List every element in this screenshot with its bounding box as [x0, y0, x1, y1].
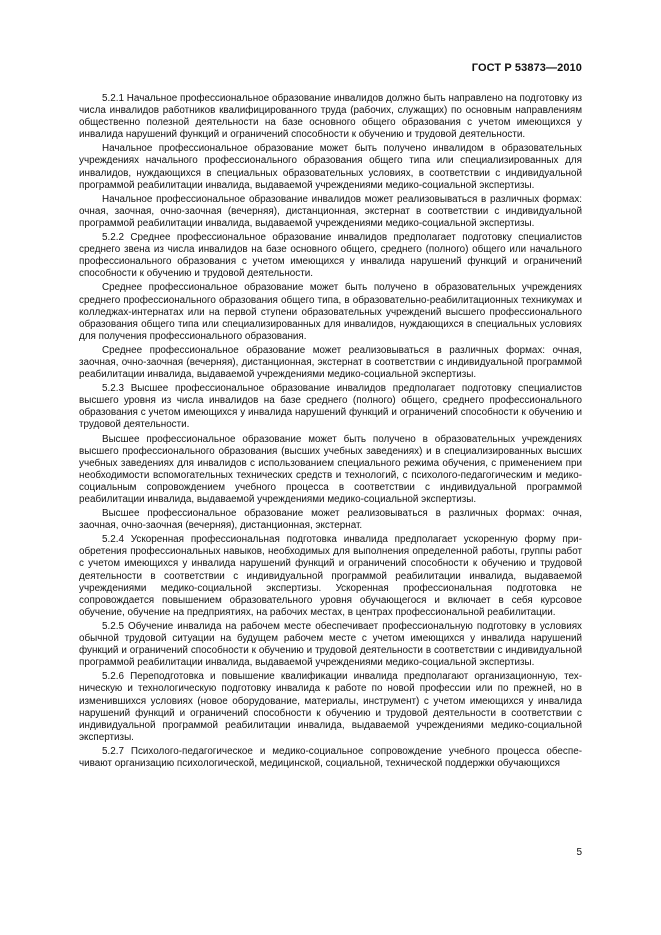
paragraph: Высшее профессиональное образование может быть получено в образовательных учреждениях высшего профессионального образования (высших учебных заведениях) и в специализированных высших учебных заведениях для инвалидов с использованием специального режима обучения, с применением при необходимости вспомогательных технических средств и технологий, с психолого-педагогическим и медико-социальным сопровождением учебного процесса в соответствии с индивидуальной программой реабилитации инвалида, выдаваемой учреждениями медико-социальной экспертизы. — [79, 433, 582, 505]
paragraph-5-2-2: 5.2.2 Среднее профессиональное образование инвалидов предполагает подготовку специалистов среднего звена из числа инвалидов на базе основного общего, среднего (полного) общего или начального профессионального образования с учетом имеющихся у инвалида нарушений функций и ограничений способности к обучению и трудовой деятельности. — [79, 232, 582, 280]
paragraph: Среднее профессиональное образование может быть получено в образовательных учреждениях среднего профессионального образования общего типа, в образовательно-реабилитационных техникумах и колледжах-интернатах или на первой ступени образовательных учреждений высшего профессионального образования общего типа или специализированных для инвалидов, нуждающихся в специальных условиях для получения профессионального образования. — [79, 282, 582, 342]
document-code-header: ГОСТ Р 53873—2010 — [471, 62, 582, 74]
page-number: 5 — [576, 847, 582, 858]
paragraph-5-2-7: 5.2.7 Психолого-педагогическое и медико-социальное сопровождение учебного процесса обеспечивают организацию психологической, медицинской, социальной, технической поддержки обучающихся — [79, 745, 582, 769]
paragraph-5-2-3: 5.2.3 Высшее профессиональное образование инвалидов предполагает подготовку специалистов высшего уровня из числа инвалидов на базе среднего (полного) общего, среднего профессионального образования с учетом имеющихся у инвалида нарушений функций и ограничений способности к обучению и трудовой деятельности. — [79, 383, 582, 431]
paragraph-5-2-6: 5.2.6 Переподготовка и повышение квалификации инвалида предполагают организационную, техническую и технологическую подготовку инвалида к работе по новой профессии или по прежней, но в изменившихся условиях (новое оборудование, материалы, инструмент) с учетом имеющихся у инвалида нарушений функций и ограничений способности к обучению и трудовой деятельности в соответствии с индивидуальной программой реабилитации инвалида, выдаваемой учреждениями медико-социальной экспертизы. — [79, 671, 582, 743]
paragraph-5-2-4: 5.2.4 Ускоренная профессиональная подготовка инвалида предполагает ускоренную форму приобретения профессиональных навыков, необходимых для выполнения определенной работы, группы работ с учетом имеющихся у инвалида нарушений функций и ограничений способности к обучению и трудовой деятельности в соответствии с индивидуальной программой реабилитации инвалида, выдаваемой учреждениями медико-социальной экспертизы. Ускоренная профессиональная подготовка не сопровождается повышением образовательного уровня обучающегося и включает в себя курсовое обучение, обучение на предприятиях, на рабочих местах, в центрах профессиональной реабилитации. — [79, 534, 582, 618]
paragraph: Начальное профессиональное образование инвалидов может реализовываться в различных формах: очная, заочная, очно-заочная (вечерняя), дистанционная, экстернат в соответствии с индивидуальной программой реабилитации инвалида, выдаваемой учреждениями медико-социальной экспертизы. — [79, 193, 582, 229]
paragraph-5-2-1: 5.2.1 Начальное профессиональное образование инвалидов должно быть направлено на подготовку из числа инвалидов работников квалифицированного труда (рабочих, служащих) по основным направлениям общественно полезной деятельности на базе основного общего образования с учетом имеющихся у инвалида нарушений функций и ограничений способности к обучению и трудовой деятельности. — [79, 93, 582, 141]
paragraph: Среднее профессиональное образование может реализовываться в различных формах: очная, заочная, очно-заочная (вечерняя), дистанционная, экстернат в соответствии с индивидуальной программой реабилитации инвалида, выдаваемой учреждениями медико-социальной экспертизы. — [79, 344, 582, 381]
paragraph-5-2-5: 5.2.5 Обучение инвалида на рабочем месте обеспечивает профессиональную подготовку в условиях обычной трудовой ситуации на будущем рабочем месте с учетом имеющихся у инвалида нарушений функций и ограничений способности к обучению и трудовой деятельности в соответствии с индивидуальной программой реабилитации инвалида, выдаваемой учреждениями медико-социальной экспертизы. — [79, 620, 582, 669]
document-body — [79, 93, 582, 772]
paragraph: Начальное профессиональное образование может быть получено инвалидом в образовательных учреждениях начального профессионального образования общего типа или специализированных для инвалидов, нуждающихся в специальных образовательных условиях, в соответствии с индивидуальной программой реабилитации инвалида, выдаваемой учреждениями медико-социальной экспертизы. — [79, 143, 582, 191]
paragraph: Высшее профессиональное образование может реализовываться в различных формах: очная, заочная, очно-заочная (вечерняя), дистанционная, экстернат. — [79, 508, 582, 532]
